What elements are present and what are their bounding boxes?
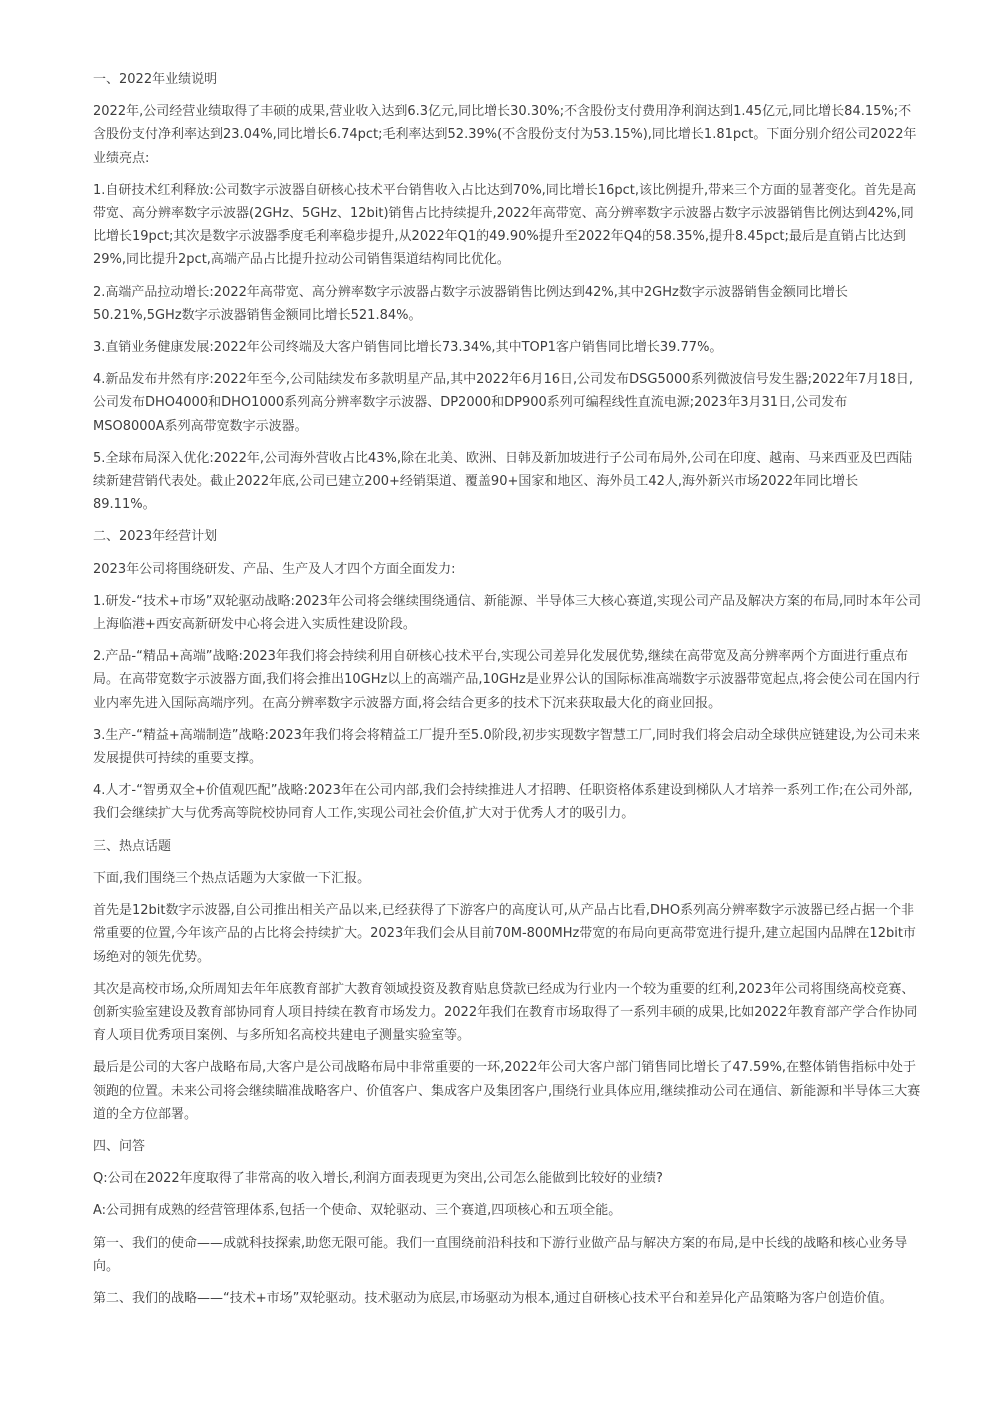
text-line: 4.人才-“智勇双全+价值观匹配”战略:2023年在公司内部,我们会持续推进人才招聘、任职资格体系建设到梯队人才培养一系列工作;在公司外部, bbox=[93, 783, 913, 799]
paragraph bbox=[93, 724, 953, 770]
paragraph bbox=[93, 1232, 953, 1278]
text-line: 创新实验室建设及教育部协同育人项目持续在教育市场发力。2022年我们在教育市场取得了一系列丰硕的成果,比如2022年教育部产学合作协同 bbox=[93, 1004, 918, 1020]
text-line: 四、问答 bbox=[93, 1138, 146, 1154]
text-line: MSO8000A系列高带宽数字示波器。 bbox=[93, 418, 308, 434]
text-line: 其次是高校市场,众所周知去年年底教育部扩大教育领域投资及教育贴息贷款已经成为行业内一个较为重要的红利,2023年公司将围绕高校竞赛、 bbox=[93, 981, 915, 997]
paragraph bbox=[93, 179, 953, 272]
paragraph bbox=[93, 1167, 953, 1190]
paragraph bbox=[93, 1199, 953, 1222]
text-line: 下面,我们围绕三个热点话题为大家做一下汇报。 bbox=[93, 870, 371, 886]
text-line: 第二、我们的战略——“技术+市场”双轮驱动。技术驱动为底层,市场驱动为根本,通过自研核心技术平台和差异化产品策略为客户创造价值。 bbox=[93, 1290, 893, 1306]
text-line: 29%,同比提升2pct,高端产品占比提升拉动公司销售渠道结构同比优化。 bbox=[93, 252, 510, 268]
text-line: 首先是12bit数字示波器,自公司推出相关产品以来,已经获得了下游客户的高度认可,从产品占比看,DHO系列高分辨率数字示波器已经占据一个非 bbox=[93, 903, 915, 919]
text-line: 业绩亮点: bbox=[93, 150, 150, 166]
document-page bbox=[93, 68, 953, 1319]
text-line: 局。在高带宽数字示波器方面,我们将会推出10GHz以上的高端产品,10GHz是业界公认的国际标准高端数字示波器带宽起点,将会使公司在国内行 bbox=[93, 672, 920, 688]
text-line: 三、热点话题 bbox=[93, 838, 172, 854]
paragraph bbox=[93, 899, 953, 969]
paragraph bbox=[93, 100, 953, 170]
paragraph bbox=[93, 558, 953, 581]
text-line: 含股份支付净利率达到23.04%,同比增长6.74pct;毛利率达到52.39%(不含股份支付为53.15%),同比增长1.81pct。下面分别介绍公司2022年 bbox=[93, 127, 917, 143]
text-line: 公司发布DHO4000和DHO1000系列高分辨率数字示波器、DP2000和DP900系列可编程线性直流电源;2023年3月31日,公司发布 bbox=[93, 395, 848, 411]
text-line: Q:公司在2022年度取得了非常高的收入增长,利润方面表现更为突出,公司怎么能做到比较好的业绩? bbox=[93, 1171, 663, 1187]
text-line: 2.产品-“精品+高端”战略:2023年我们将会持续利用自研核心技术平台,实现公司差异化发展优势,继续在高带宽及高分辨率两个方面进行重点布 bbox=[93, 649, 909, 665]
text-line: 最后是公司的大客户战略布局,大客户是公司战略布局中非常重要的一环,2022年公司大客户部门销售同比增长了47.59%,在整体销售指标中处于 bbox=[93, 1060, 917, 1076]
text-line: 3.生产-“精益+高端制造”战略:2023年我们将会将精益工厂提升至5.0阶段,初步实现数字智慧工厂,同时我们将会启动全球供应链建设,为公司未来 bbox=[93, 727, 920, 743]
text-line: 我们会继续扩大与优秀高等院校协同育人工作,实现公司社会价值,扩大对于优秀人才的吸引力。 bbox=[93, 806, 635, 822]
section-heading bbox=[93, 1135, 953, 1158]
text-line: 续新建营销代表处。截止2022年底,公司已建立200+经销渠道、覆盖90+国家和地区、海外员工42人,海外新兴市场2022年同比增长 bbox=[93, 474, 859, 490]
paragraph bbox=[93, 1287, 953, 1310]
section-heading bbox=[93, 68, 953, 91]
text-line: 4.新品发布井然有序:2022年至今,公司陆续发布多款明星产品,其中2022年6月16日,公司发布DSG5000系列微波信号发生器;2022年7月18日, bbox=[93, 372, 913, 388]
text-line: 5.全球布局深入优化:2022年,公司海外营收占比43%,除在北美、欧洲、日韩及新加坡进行子公司布局外,公司在印度、越南、马来西亚及巴西陆 bbox=[93, 450, 913, 466]
text-line: 一、2022年业绩说明 bbox=[93, 72, 218, 87]
text-line: 领跑的位置。未来公司将会继续瞄准战略客户、价值客户、集成客户及集团客户,围绕行业具体应用,继续推动公司在通信、新能源和半导体三大赛 bbox=[93, 1083, 921, 1099]
text-line: 第一、我们的使命——成就科技探索,助您无限可能。我们一直围绕前沿科技和下游行业做产品与解决方案的布局,是中长线的战略和核心业务导 bbox=[93, 1235, 908, 1251]
text-line: 1.自研技术红利释放:公司数字示波器自研核心技术平台销售收入占比达到70%,同比增长16pct,该比例提升,带来三个方面的显著变化。首先是高 bbox=[93, 182, 917, 198]
section-heading bbox=[93, 525, 953, 548]
text-line: 2022年,公司经营业绩取得了丰硕的成果,营业收入达到6.3亿元,同比增长30.30%;不含股份支付费用净利润达到1.45亿元,同比增长84.15%;不 bbox=[93, 104, 912, 120]
text-line: 带宽、高分辨率数字示波器(2GHz、5GHz、12bit)销售占比持续提升,2022年高带宽、高分辨率数字示波器占数字示波器销售比例达到42%,同 bbox=[93, 206, 914, 222]
paragraph bbox=[93, 368, 953, 438]
text-line: 1.研发-“技术+市场”双轮驱动战略:2023年公司将会继续围绕通信、新能源、半导体三大核心赛道,实现公司产品及解决方案的布局,同时本年公司 bbox=[93, 593, 922, 609]
text-line: 业内率先进入国际高端序列。在高分辨率数字示波器方面,将会结合更多的技术下沉来获取最大化的商业回报。 bbox=[93, 695, 722, 711]
text-line: 常重要的位置,今年该产品的占比将会持续扩大。2023年我们会从目前70M-800MHz带宽的布局向更高带宽进行提升,建立起国内品牌在12bit市 bbox=[93, 926, 916, 942]
paragraph bbox=[93, 867, 953, 890]
text-line: A:公司拥有成熟的经营管理体系,包括一个使命、双轮驱动、三个赛道,四项核心和五项全能。 bbox=[93, 1203, 622, 1219]
text-line: 上海临港+西安高新研发中心将会进入实质性建设阶段。 bbox=[93, 617, 416, 633]
paragraph bbox=[93, 281, 953, 327]
text-line: 发展提供可持续的重要支撑。 bbox=[93, 751, 263, 767]
text-line: 2.高端产品拉动增长:2022年高带宽、高分辨率数字示波器占数字示波器销售比例达到42%,其中2GHz数字示波器销售金额同比增长 bbox=[93, 284, 848, 300]
text-line: 3.直销业务健康发展:2022年公司终端及大客户销售同比增长73.34%,其中TOP1客户销售同比增长39.77%。 bbox=[93, 340, 723, 356]
text-line: 场绝对的领先优势。 bbox=[93, 949, 211, 965]
text-line: 2023年公司将围绕研发、产品、生产及人才四个方面全面发力: bbox=[93, 561, 456, 577]
paragraph bbox=[93, 779, 953, 825]
text-line: 向。 bbox=[93, 1258, 120, 1274]
text-line: 二、2023年经营计划 bbox=[93, 529, 218, 545]
text-line: 50.21%,5GHz数字示波器销售金额同比增长521.84%。 bbox=[93, 307, 422, 323]
text-line: 育人项目优秀项目案例、与多所知名高校共建电子测量实验室等。 bbox=[93, 1028, 471, 1044]
paragraph bbox=[93, 336, 953, 359]
paragraph bbox=[93, 1056, 953, 1126]
paragraph bbox=[93, 978, 953, 1048]
paragraph bbox=[93, 447, 953, 517]
paragraph bbox=[93, 645, 953, 715]
paragraph bbox=[93, 590, 953, 636]
section-heading bbox=[93, 835, 953, 858]
text-line: 道的全方位部署。 bbox=[93, 1106, 198, 1122]
text-line: 89.11%。 bbox=[93, 497, 156, 513]
text-line: 比增长19pct;其次是数字示波器季度毛利率稳步提升,从2022年Q1的49.90%提升至2022年Q4的58.35%,提升8.45pct;最后是直销占比达到 bbox=[93, 229, 906, 245]
